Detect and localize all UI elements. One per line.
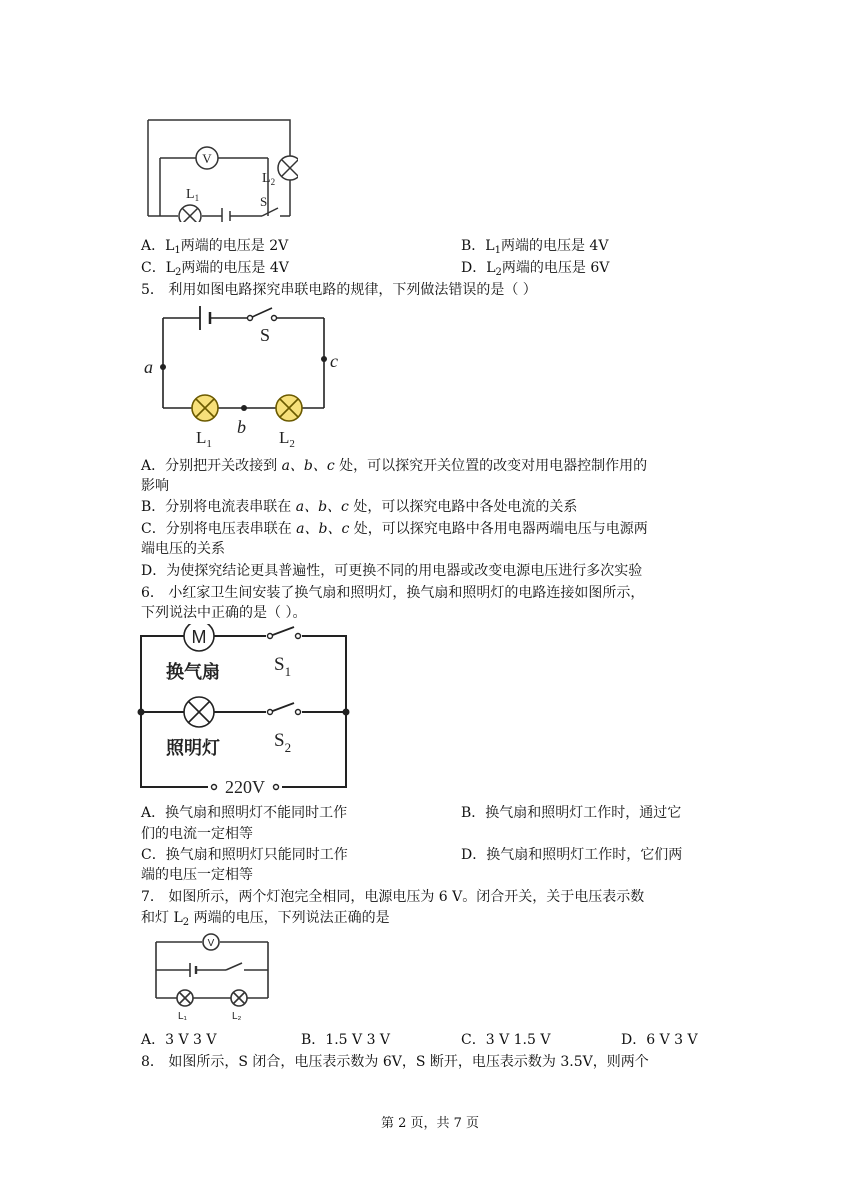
q6-supply-label: 220V: [225, 777, 265, 796]
q5-lamp1-label: $L_1$: [196, 428, 212, 450]
q7-circuit-figure: [150, 930, 276, 1022]
q7-option-d[interactable]: D．6 V 3 V: [621, 1032, 698, 1048]
q4-switch-label: S: [260, 194, 268, 209]
q6-lamp-label: 照明灯: [166, 738, 220, 759]
page-footer: 第 2 页，共 7 页: [380, 1116, 480, 1131]
q6-s2-label: $S_2$: [274, 730, 292, 755]
q6-option-b[interactable]: B．换气扇和照明灯工作时，通过它: [461, 805, 682, 821]
q6-motor-label: M: [191, 627, 207, 647]
q5-option-b[interactable]: B．分别将电流表串联在 a、b、c 处，可以探究电路中各处电流的关系: [141, 499, 578, 515]
q4-option-c[interactable]: C．$L_2$两端的电压是 4V: [141, 260, 289, 278]
q5-point-b: b: [237, 417, 246, 437]
q6-option-a[interactable]: A．换气扇和照明灯不能同时工作: [141, 805, 348, 821]
q7-option-a[interactable]: A．3 V 3 V: [141, 1032, 217, 1048]
q6-s1-label: $S_1$: [274, 654, 292, 679]
q4-option-a[interactable]: A．$L_1$两端的电压是 2V: [141, 238, 289, 256]
q5-lamp2-label: $L_2$: [279, 428, 295, 450]
q4-option-b[interactable]: B．$L_1$两端的电压是 4V: [461, 238, 609, 256]
q4-lamp2-label: $L_2$: [262, 171, 276, 187]
q5-point-c: c: [330, 351, 338, 371]
q5-option-c-cont: 端电压的关系: [141, 541, 225, 557]
q4-circuit-figure: [138, 112, 298, 222]
q4-lamp1-label: $L_1$: [186, 187, 200, 203]
q6-option-d-cont: 端的电压一定相等: [141, 867, 253, 883]
q7-stem-line1: 7． 如图所示，两个灯泡完全相同，电源电压为 6 V。闭合开关，关于电压表示数: [141, 889, 645, 905]
q4-option-d[interactable]: D．$L_2$两端的电压是 6V: [461, 260, 610, 278]
q7-option-b[interactable]: B．1.5 V 3 V: [301, 1032, 391, 1048]
q5-switch-label: S: [260, 325, 271, 345]
q7-lamp1-label: L₁: [178, 1011, 187, 1022]
q5-option-d[interactable]: D．为使探究结论更具普遍性，可更换不同的用电器或改变电源电压进行多次实验: [141, 563, 643, 579]
q7-option-c[interactable]: C．3 V 1.5 V: [461, 1032, 551, 1048]
q5-option-a-cont: 影响: [141, 478, 169, 494]
q6-lamp-icon: [184, 697, 214, 727]
q6-circuit-figure: [136, 624, 352, 796]
q7-voltmeter-label: V: [207, 938, 215, 949]
q4-lamp1-icon: [179, 205, 201, 222]
q8-stem: 8． 如图所示，S 闭合，电压表示数为 6V，S 断开，电压表示数为 3.5V，则两个: [141, 1054, 649, 1070]
q5-option-a[interactable]: A．分别把开关改接到 a、b、c 处，可以探究开关位置的改变对用电器控制作用的: [141, 458, 648, 474]
q6-stem-line1: 6． 小红家卫生间安装了换气扇和照明灯，换气扇和照明灯的电路连接如图所示，: [141, 585, 645, 601]
q5-circuit-figure: [140, 303, 350, 453]
q6-option-d[interactable]: D．换气扇和照明灯工作时，它们两: [461, 847, 683, 863]
q5-point-a: a: [144, 357, 153, 377]
q7-stem-line2: 和灯 $L_2$ 两端的电压，下列说法正确的是: [141, 910, 390, 928]
q4-voltmeter-label: V: [202, 151, 212, 166]
q4-lamp2-icon: [278, 156, 298, 180]
q6-option-b-cont: 们的电流一定相等: [141, 826, 253, 842]
q6-option-c[interactable]: C．换气扇和照明灯只能同时工作: [141, 847, 348, 863]
q6-fan-label: 换气扇: [166, 662, 220, 683]
q6-stem-line2: 下列说法中正确的是（ ）。: [141, 605, 307, 621]
q5-lamp1-icon: [192, 395, 218, 421]
q5-lamp2-icon: [276, 395, 302, 421]
q5-stem: 5． 利用如图电路探究串联电路的规律，下列做法错误的是（ ）: [141, 282, 537, 298]
q7-lamp2-label: L₂: [232, 1011, 242, 1022]
q5-option-c[interactable]: C．分别将电压表串联在 a、b、c 处，可以探究电路中各用电器两端电压与电源两: [141, 521, 648, 537]
